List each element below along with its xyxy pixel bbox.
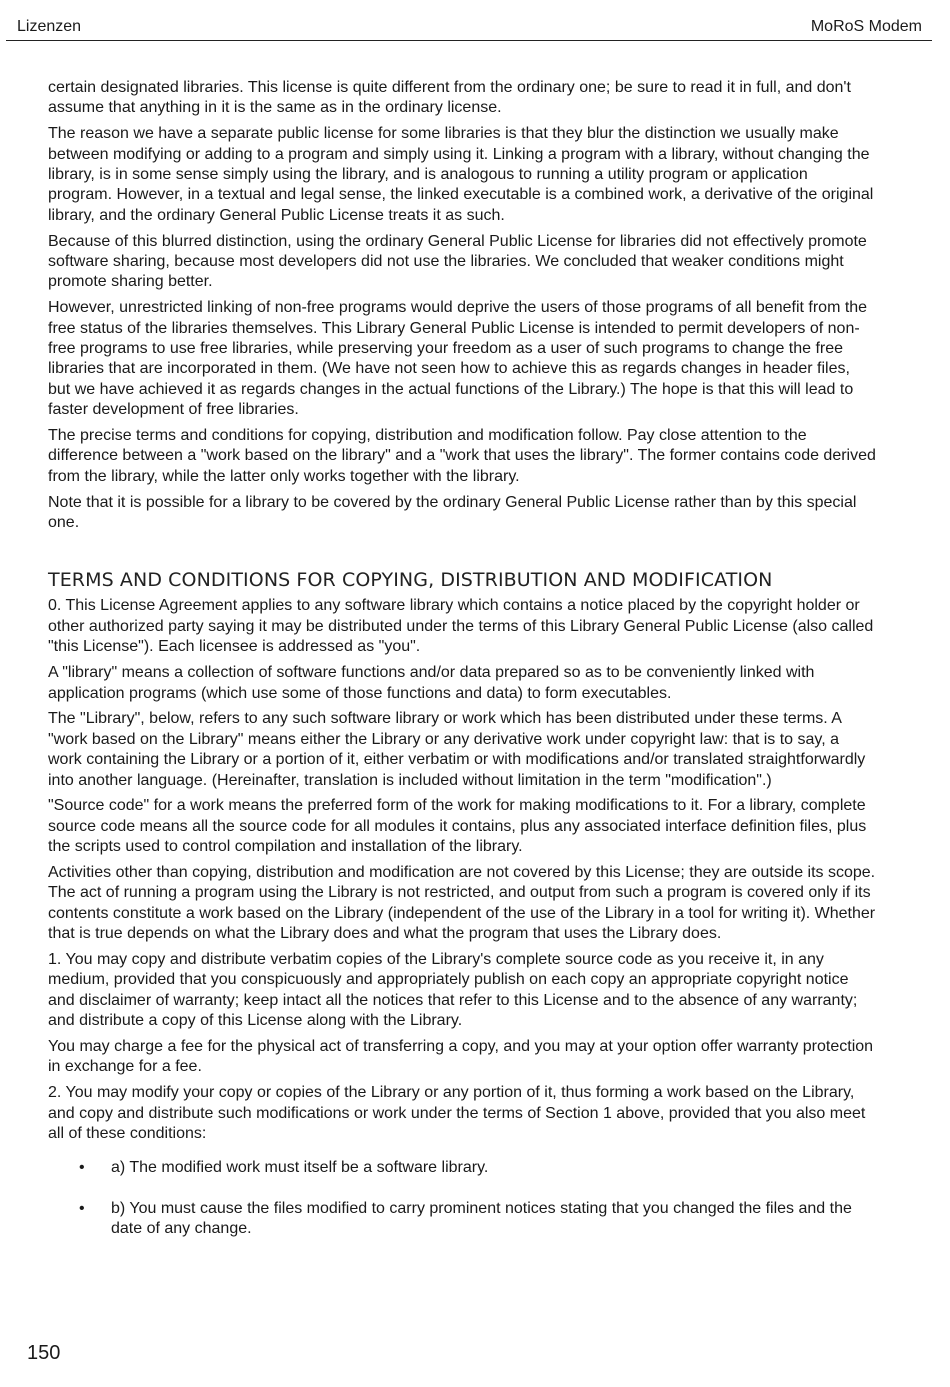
- page-header: [6, 14, 932, 41]
- paragraph: The reason we have a separate public license for some libraries is that they blur the distinction we usually make between modifying or adding to a program and simply using it. Linking a program with a library, without changing the library, is in some sense simply using the library, and is analogous to running a utility program or application program. However, in a textual and legal sense, the linked executable is a combined work, a derivative of the original library, and the ordinary General Public License treats it as such.: [48, 125, 874, 224]
- header-chapter-title: Lizenzen: [17, 18, 82, 35]
- page-number: 150: [27, 1342, 61, 1364]
- bullet-icon: •: [79, 1199, 85, 1217]
- list-item-text: b) You must cause the files modified to carry prominent notices stating that you changed the files and the date of any change.: [111, 1199, 852, 1238]
- header-product-name: MoRoS Modem: [810, 18, 922, 35]
- paragraph: The "Library", below, refers to any such software library or work which has been distributed under these terms. A "work based on the Library" means either the Library or any derivative work under copyright law: that is to say, a work containing the Library or a portion of it, either verbatim or with modifications and/or translated straightforwardly into another language. (Hereinafter, translation is included without limitation in the term "modification".): [48, 710, 866, 789]
- paragraph: A "library" means a collection of software functions and/or data prepared so as to be conveniently linked with application programs (which use some of those functions and data) to form executables.: [48, 664, 815, 702]
- conditions-list: [48, 1158, 876, 1239]
- section-heading: TERMS AND CONDITIONS FOR COPYING, DISTRIBUTION AND MODIFICATION: [48, 569, 773, 592]
- page-content: [48, 78, 876, 1260]
- paragraph: Activities other than copying, distribution and modification are not covered by this License; they are outside its scope. The act of running a program using the Library is not restricted, and output from such a program is covered only if its contents constitute a work based on the Library (independent of the use of the Library in a tool for writing it). Whether that is true depends on what the Library does and what the program that uses the Library does.: [48, 863, 876, 943]
- paragraph: 1. You may copy and distribute verbatim copies of the Library's complete source code as you receive it, in any medium, provided that you conspicuously and appropriately publish on each copy an appropriate copyright notice and disclaimer of warranty; keep intact all the notices that refer to this License and to the absence of any warranty; and distribute a copy of this License along with the Library.: [48, 950, 858, 1030]
- list-item: [48, 1158, 876, 1178]
- paragraph: The precise terms and conditions for copying, distribution and modification follow. Pay close attention to the difference between a "work based on the library" and a "work that uses the library". The former contains code derived from the library, while the latter only works together with the library.: [48, 427, 876, 485]
- list-item: [48, 1199, 876, 1240]
- paragraph: 2. You may modify your copy or copies of the Library or any portion of it, thus forming a work based on the Library, and copy and distribute such modifications or work under the terms of Section 1 above, provided that you also meet all of these conditions:: [48, 1084, 866, 1142]
- paragraph: Because of this blurred distinction, using the ordinary General Public License for libraries did not effectively promote software sharing, because most developers did not use the libraries. We concluded that weaker conditions might promote sharing better.: [48, 232, 867, 291]
- bullet-icon: •: [79, 1159, 85, 1177]
- paragraph: However, unrestricted linking of non-free programs would deprive the users of those programs of all benefit from the free status of the libraries themselves. This Library General Public License is intended to permit developers of non-free programs to use free libraries, while preserving your freedom as a user of such programs to change the free libraries that are incorporated in them. (We have not seen how to achieve this as regards changes in header files, but we have achieved it as regards changes in the actual functions of the Library.) The hope is that this will lead to faster development of free libraries.: [48, 299, 868, 419]
- paragraph: Note that it is possible for a library to be covered by the ordinary General Public License rather than by this special one.: [48, 493, 857, 532]
- paragraph: 0. This License Agreement applies to any software library which contains a notice placed by the copyright holder or other authorized party saying it may be distributed under the terms of this Library General Public License (also called "this License"). Each licensee is addressed as "you".: [48, 597, 874, 656]
- paragraph: You may charge a fee for the physical act of transferring a copy, and you may at your option offer warranty protection in exchange for a fee.: [48, 1037, 874, 1076]
- paragraph: certain designated libraries. This license is quite different from the ordinary one; be sure to read it in full, and don't assume that anything in it is the same as in the ordinary license.: [48, 79, 851, 117]
- paragraph: "Source code" for a work means the preferred form of the work for making modifications to it. For a library, complete source code means all the source code for all modules it contains, plus any associated interface definition files, plus the scripts used to control compilation and installation of the library.: [48, 797, 867, 856]
- list-item-text: a) The modified work must itself be a software library.: [111, 1159, 489, 1177]
